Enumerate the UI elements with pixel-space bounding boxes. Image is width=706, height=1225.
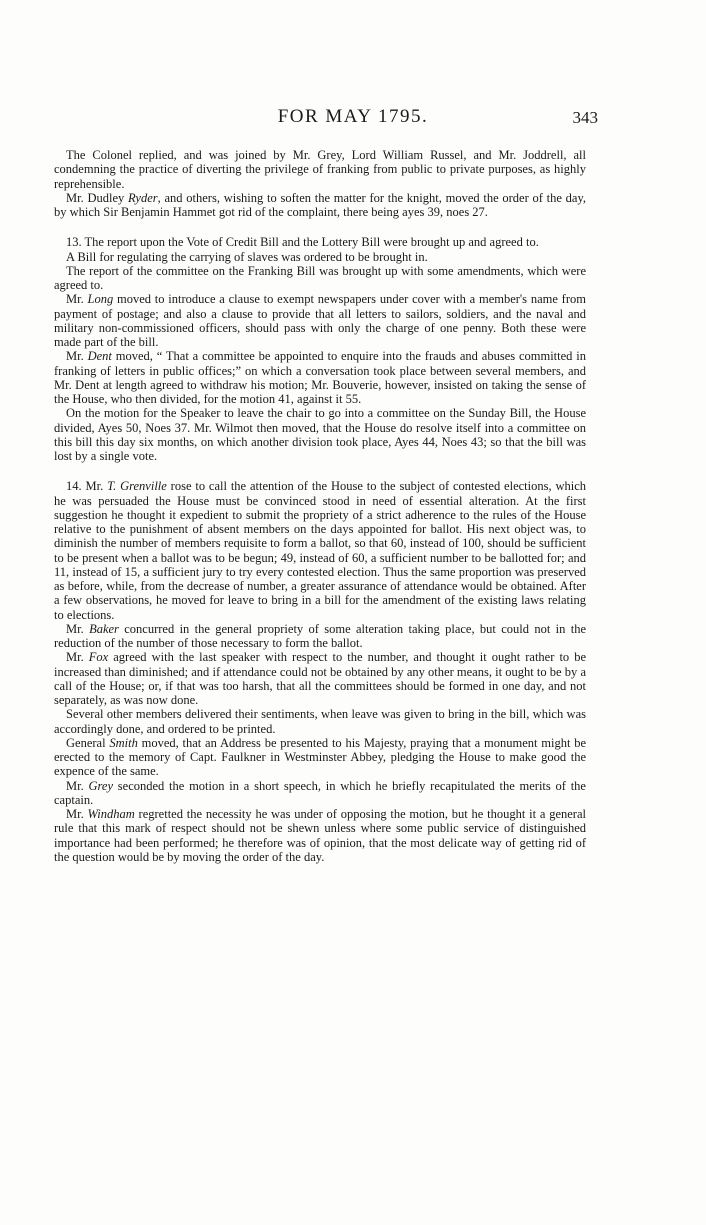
speaker-name: Long <box>87 292 114 307</box>
page-number: 343 <box>572 108 598 127</box>
paragraph <box>54 622 586 651</box>
paragraph-text: seconded the motion in a short speech, in which he briefly recapitulated the merits of the captain. <box>54 778 586 807</box>
paragraph <box>54 650 586 707</box>
paragraph-text: Mr. <box>66 621 90 636</box>
paragraph-text: rose to call the attention of the House to the subject of contested elections, which he was persuaded the House must be convinced stood in need of essential alteration. At the first suggestion he thought it expedient to submit the propriety of a strict adherence to the rules of the House relative to the punishment of absent members on the days appointed for ballot. His next object was, to diminish the number of members requisite to form a ballot, so that 60, instead of 100, should be sufficient to be present when a ballot was to be begun; 49, instead of 60, a sufficient number to be ballotted for; and 11, instead of 15, a sufficient jury to try every contested election. Thus the same proportion was preserved as before, while, from the decrease of number, a greater assurance of attendance would be obtained. After a few observations, he moved for leave to bring in a bill for the amendment of the existing laws relating to elections. <box>54 479 587 622</box>
paragraph-text: moved to introduce a clause to exempt newspapers under cover with a member's name from payment of postage; and also a clause to provide that all letters to sailors, soldiers, and the naval and military non-commissioned officers, should pass with only the charge of one penny. Both these were made part of the bill. <box>54 292 586 349</box>
paragraph-text: Mr. <box>66 807 88 821</box>
page-header <box>0 106 706 136</box>
paragraph-text: moved, “ That a committee be appointed to enquire into the frauds and abuses committed in franking of letters in public offices;” on which a conversation took place between several members, and Mr. Dent at length agreed to withdraw his motion; Mr. Bouverie, however, insisted on taking the sense of the House, who then divided, for the motion 41, against it 55. <box>54 349 586 406</box>
paragraph-text: On the motion for the Speaker to leave the chair to go into a committee on the Sunday Bill, the House divided, Ayes 50, Noes 37. Mr. Wilmot then moved, that the House do resolve itself into a committee on this bill this day six months, on which another division took place, Ayes 44, Noes 43; so that the bill was lost by a single vote. <box>54 406 586 463</box>
paragraph-text: General <box>66 735 110 750</box>
paragraph-text: agreed with the last speaker with respect to the number, and thought it ought rather to be increased than diminished; and if attendance could not be obtained by any other means, it ought to be by a call of the House; or, if that was too harsh, that all the committees should be formed in one day, and not separately, as was now done. <box>54 650 587 707</box>
paragraph <box>54 736 586 779</box>
paragraph <box>54 707 586 736</box>
paragraph-text: concurred in the general propriety of some alteration taking place, but could not in the reduction of the number of those necessary to form the ballot. <box>54 621 586 650</box>
running-head: FOR MAY 1795. <box>277 106 429 127</box>
paragraph <box>54 406 586 463</box>
paragraph-text: Several other members delivered their sentiments, when leave was given to bring in the bill, which was accordingly done, and ordered to be printed. <box>54 707 586 736</box>
body-text <box>54 148 586 864</box>
paragraph-text: The Colonel replied, and was joined by Mr. Grey, Lord William Russel, and Mr. Joddrell, all condemning the practice of diverting the privilege of franking from public to private purposes, as highly reprehensible. <box>54 148 586 191</box>
paragraph <box>54 807 586 864</box>
paragraph <box>54 148 586 191</box>
paragraph <box>54 779 586 808</box>
paragraph-text: , and others, wishing to soften the matter for the knight, moved the order of the day, by which Sir Benjamin Hammet got rid of the complaint, there being ayes 39, noes 27. <box>54 190 587 219</box>
speaker-name: Ryder <box>128 190 158 205</box>
paragraph <box>54 292 586 349</box>
speaker-name: T. Grenville <box>107 479 167 494</box>
paragraph <box>54 191 586 220</box>
paragraph-text: regretted the necessity he was under of opposing the motion, but he thought it a general rule that this mark of respect should not be shewn unless where some public service of distinguished importance had been performed; he therefore was of opinion, that the most delicate way of getting rid of the question would be by moving the order of the day. <box>54 807 586 864</box>
paragraph <box>54 235 586 249</box>
speaker-name: Grey <box>88 778 114 793</box>
paragraph <box>54 264 586 293</box>
speaker-name: Baker <box>89 621 119 636</box>
speaker-name: Fox <box>88 650 109 665</box>
paragraph-text: moved, that an Address be presented to his Majesty, praying that a monument might be erected to the memory of Capt. Faulkner in Westminster Abbey, pledging the House to make good the expence of the same. <box>54 735 586 779</box>
paragraph-text: The report of the committee on the Franking Bill was brought up with some amendments, which were agreed to. <box>54 263 586 292</box>
paragraph <box>54 479 586 622</box>
paragraph-text: 14. Mr. <box>66 479 108 494</box>
speaker-name: Windham <box>87 807 135 821</box>
paragraph <box>54 349 586 406</box>
paragraph-text: A Bill for regulating the carrying of slaves was ordered to be brought in. <box>66 249 428 264</box>
paragraph-text: 13. The report upon the Vote of Credit Bill and the Lottery Bill were brought up and agreed to. <box>66 235 539 250</box>
paragraph-text: Mr. <box>66 650 89 665</box>
paragraph-text: Mr. <box>66 349 88 364</box>
paragraph <box>54 250 586 264</box>
paragraph-text: Mr. <box>66 778 89 793</box>
speaker-name: Smith <box>109 735 138 750</box>
speaker-name: Dent <box>87 349 112 364</box>
paragraph-text: Mr. Dudley <box>66 190 128 205</box>
paragraph-text: Mr. <box>66 292 88 307</box>
